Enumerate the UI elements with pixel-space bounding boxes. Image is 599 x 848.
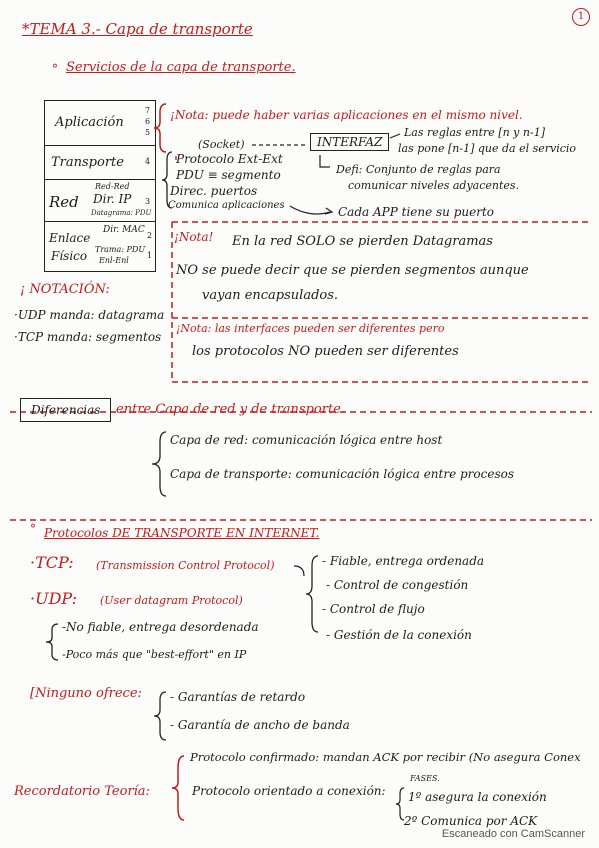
tcp-feature-1: - Fiable, entrega ordenada bbox=[322, 554, 485, 568]
stack-row-red bbox=[45, 181, 155, 222]
rec-line-2: Protocolo orientado a conexión: bbox=[192, 784, 386, 798]
diferencias-box: Diferencias bbox=[20, 398, 111, 422]
cada-app-puerto: Cada APP tiene su puerto bbox=[338, 205, 495, 219]
nota1: ¡Nota: puede haber varias aplicaciones en el mismo nivel. bbox=[170, 108, 523, 122]
udp-feature-2: -Poco más que "best-effort" en IP bbox=[62, 648, 247, 661]
tcp-full: (Transmission Control Protocol) bbox=[96, 559, 275, 572]
tcp-feature-2: - Control de congestión bbox=[326, 578, 469, 592]
nota2-line-1: En la red SOLO se pierden Datagramas bbox=[232, 234, 493, 249]
ninguno-label: [Ninguno ofrece: bbox=[30, 686, 142, 701]
section1-heading: Servicios de la capa de transporte. bbox=[66, 60, 296, 75]
defi-line-2: comunicar niveles adyacentes. bbox=[348, 179, 520, 192]
stack-datagrama: Datagrama: PDU bbox=[91, 209, 152, 217]
stack-fisico-label: Físico bbox=[51, 249, 88, 263]
stack-row-aplicacion bbox=[45, 101, 155, 146]
stack-red-num: 3 bbox=[145, 197, 151, 206]
stack-aplicacion-label: Aplicación bbox=[55, 115, 124, 130]
page-number-badge: 1 bbox=[572, 8, 590, 26]
osi-stack-table bbox=[44, 100, 156, 272]
section1-bullet: ° bbox=[52, 62, 58, 76]
capa-red-desc: Capa de red: comunicación lógica entre host bbox=[170, 433, 443, 447]
interfaz-box: INTERFAZ bbox=[310, 133, 389, 151]
protocolo-ext-ext: Protocolo Ext-Ext bbox=[176, 152, 283, 166]
nota2-line-2: NO se puede decir que se pierden segmentos aunque bbox=[176, 263, 529, 278]
stack-enlace-label: Enlace bbox=[49, 231, 91, 245]
stack-dir-mac: Dir. MAC bbox=[103, 225, 145, 235]
tcp-feature-4: - Gestión de la conexión bbox=[326, 628, 472, 642]
tcp-label: ·TCP: bbox=[30, 553, 74, 572]
socket-label: (Socket) bbox=[198, 138, 245, 151]
comunica-aplicaciones: Comunica aplicaciones bbox=[168, 200, 285, 211]
stack-fisico-num: 1 bbox=[147, 251, 153, 260]
nota3-line-2: los protocolos NO pueden ser diferentes bbox=[192, 344, 459, 359]
section2-bullet: ° bbox=[30, 522, 36, 536]
direc-puertos: Direc. puertos bbox=[170, 184, 258, 198]
section2-heading: Protocolos DE TRANSPORTE EN INTERNET. bbox=[44, 526, 320, 540]
udp-label: ·UDP: bbox=[30, 589, 77, 608]
interfaz-desc-2: las pone [n-1] que da el servicio bbox=[398, 142, 577, 155]
stack-red-label: Red bbox=[49, 193, 79, 211]
stack-aplicacion-nums: 7 6 5 bbox=[145, 106, 151, 137]
ninguno-item-2: - Garantía de ancho de banda bbox=[170, 718, 350, 732]
fase-2: 2º Comunica por ACK bbox=[404, 814, 538, 828]
notacion-heading: ¡ NOTACIÓN: bbox=[20, 282, 110, 297]
scanner-footer: Escaneado con CamScanner bbox=[441, 828, 585, 840]
stack-dir-ip: Dir. IP bbox=[93, 192, 132, 206]
tcp-notacion: ·TCP manda: segmentos bbox=[14, 330, 162, 344]
udp-notacion: ·UDP manda: datagrama bbox=[14, 308, 165, 322]
capa-transporte-desc: Capa de transporte: comunicación lógica entre procesos bbox=[170, 467, 515, 481]
ninguno-item-1: - Garantías de retardo bbox=[170, 690, 306, 704]
nota2-line-3: vayan encapsulados. bbox=[202, 288, 339, 303]
stack-red-top: Red-Red bbox=[95, 182, 130, 191]
stack-enlace-num: 2 bbox=[147, 231, 153, 240]
stack-transporte-num: 4 bbox=[145, 157, 151, 166]
stack-transporte-label: Transporte bbox=[51, 155, 124, 170]
nota3-line-1: ¡Nota: las interfaces pueden ser diferentes pero bbox=[176, 322, 445, 335]
recordatorio-label: Recordatorio Teoría: bbox=[14, 784, 150, 799]
stack-row-transporte bbox=[45, 147, 155, 180]
interfaz-desc-1: Las reglas entre [n y n-1] bbox=[404, 126, 545, 139]
pdu-segmento: PDU ≡ segmento bbox=[176, 168, 281, 182]
tcp-feature-3: - Control de flujo bbox=[322, 602, 425, 616]
defi-line-1: Defi: Conjunto de reglas para bbox=[336, 163, 501, 176]
stack-row-enlace bbox=[45, 223, 155, 269]
fases-label: FASES. bbox=[410, 774, 440, 783]
rec-line-1: Protocolo confirmado: mandan ACK por recibir (No asegura Conex bbox=[190, 750, 581, 764]
stack-trama: Trama: PDU bbox=[95, 245, 146, 254]
fase-1: 1º asegura la conexión bbox=[408, 790, 547, 804]
page-title: *TEMA 3.- Capa de transporte bbox=[22, 20, 253, 38]
udp-full: (User datagram Protocol) bbox=[100, 594, 243, 607]
nota2-label: ¡Nota! bbox=[174, 230, 214, 244]
udp-feature-1: -No fiable, entrega desordenada bbox=[62, 620, 259, 634]
diferencias-rest: entre Capa de red y de transporte. bbox=[116, 402, 346, 417]
stack-enl-enl: Enl-Enl bbox=[99, 256, 129, 265]
